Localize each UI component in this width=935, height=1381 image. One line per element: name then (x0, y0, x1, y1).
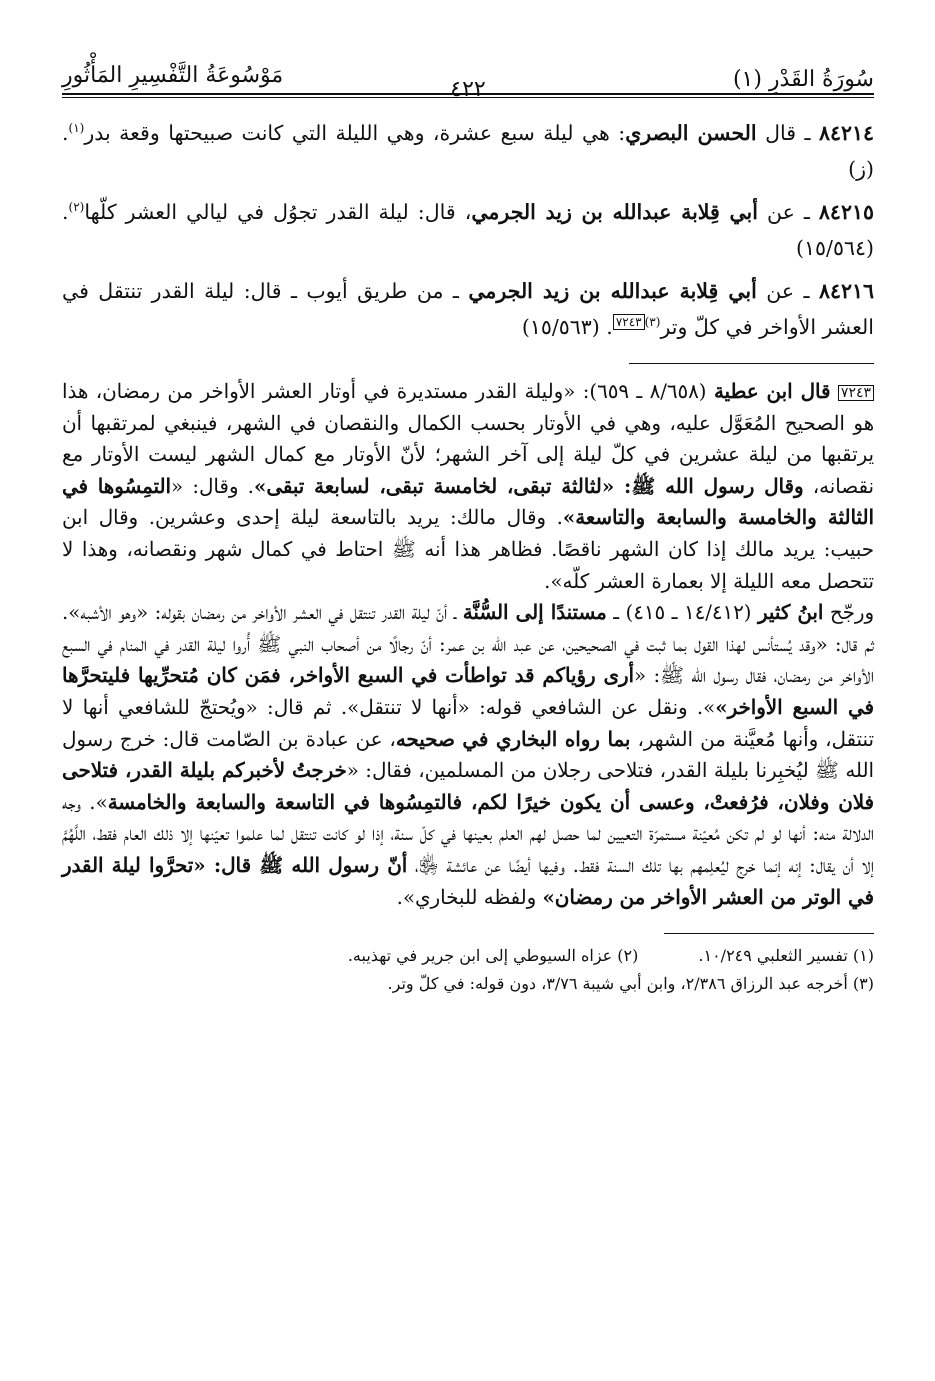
narrator-name: أبي قِلابة عبدالله بن زيد الجرمي (471, 200, 758, 224)
footnote-marker: (٣) (644, 315, 661, 330)
footnote-marker: (١) (68, 121, 85, 136)
narrator-name: أبي قِلابة عبدالله بن زيد الجرمي (468, 279, 757, 303)
footnote: (٢) عزاه السيوطي إلى ابن جرير في تهذيبه. (347, 946, 639, 966)
narration-entry: ٨٤٢١٥ ـ عن أبي قِلابة عبدالله بن زيد الجرمي، قال: ليلة القدر تجوُل في ليالي العشر كلّها$^{(٢)}$. (١٥/٥٦٤) (62, 200, 874, 260)
footnote: (١) تفسير الثعلبي ١٠/٢٤٩. (698, 946, 874, 966)
cross-reference-box: ٧٢٤٣ (613, 314, 645, 330)
narration-entry: ٨٤٢١٤ ـ قال الحسن البصري: هي ليلة سبع عشرة، وهي الليلة التي كانت صبيحتها وقعة بدر$^{(١)}$. (ز) (62, 121, 874, 181)
footnote-row (62, 942, 874, 970)
commentary-separator (629, 363, 874, 364)
entry-number: ٨٤٢١٤ (818, 121, 874, 145)
footnote: (٣) أخرجه عبد الرزاق ٢/٣٨٦، وابن أبي شيبة ٣/٧٦، دون قوله: في كلّ وتر. (387, 974, 874, 994)
running-header (62, 55, 874, 101)
entry-number: ٨٤٢١٥ (818, 200, 874, 224)
narrator-name: الحسن البصري (625, 121, 757, 145)
header-rule (62, 93, 874, 95)
commentary-paragraph: ٧٢٤٣ قال ابن عطية (٨/٦٥٨ ـ ٦٥٩): «وليلة القدر مستديرة في أوتار العشر الأواخر من رمضان، هذا هو الصحيح المُعَوَّل عليه، وهي في الأوتار بحسب الكمال والنقصان في الشهر، فينبغي لمرتقبها أن يرتقبها من ليلة عشرين في كلّ ليلة إلى آخر الشهر؛ لأنّ الأوتار مع كمال الشهر ليست الأوتار مع نقصانه، وقال رسول الله ﷺ: «لثالثة تبقى، لخامسة تبقى، لسابعة تبقى». وقال: «التمِسُوها في الثالثة والخامسة والسابعة والتاسعة». وقال مالك: يريد بالتاسعة ليلة إحدى وعشرين. وقال ابن حبيب: يريد مالك إذا كان الشهر ناقصًا. فظاهر هذا أنه ﷺ احتاط في كمال شهر ونقصانه، وهذا لا تتحصل معه الليلة إلا بعمارة العشر كلّه». (62, 379, 875, 593)
book-title: مَوْسُوعَةُ التَّفْسِيرِ المَأْثُورِ (62, 63, 284, 88)
entry-number: ٨٤٢١٦ (818, 279, 874, 303)
commentary-ref-box: ٧٢٤٣ (838, 385, 874, 401)
surah-title: سُورَةُ القَدْرِ (١) (732, 67, 874, 92)
footnote-separator (664, 933, 874, 934)
narration-entry: ٨٤٢١٦ ـ عن أبي قِلابة عبدالله بن زيد الجرمي ـ من طريق أيوب ـ قال: ليلة القدر تنتقل في العشر الأواخر في كلّ وتر$^{(٣)}$٧٢٤٣. (١٥/٥٦٣) (62, 279, 874, 339)
header-rule-thin (62, 97, 874, 98)
commentary-paragraph: ورجّح ابنُ كثير (١٤/٤١٢ ـ ٤١٥) ـ مستندًا إلى السُّنَّة ـ أنّ ليلة القدر تنتقل في العشر الأواخر من رمضان بقوله: «وهو الأشبه». ثم قال: «وقد يُستأنس لهذا القول بما ثبت في الصحيحين، عن عبد الله بن عمر: أنّ رجالًا من أصحاب النبي ﷺ أُروا ليلة القدر في المنام في السبع الأواخر من رمضان، فقال رسول الله ﷺ: «أرى رؤياكم قد تواطأت في السبع الأواخر، فمَن كان مُتحرِّيها فليتحرَّها في السبع الأواخر»». ونقل عن الشافعي قوله: «أنها لا تنتقل». ثم قال: «ويُحتجّ للشافعي أنها لا تنتقل، وأنها مُعيَّنة من الشهر، بما رواه البخاري في صحيحه، عن عبادة بن الصّامت قال: خرج رسول الله ﷺ ليُخبِرنا بليلة القدر، فتلاحى رجلان من المسلمين، فقال: «خرجتُ لأخبركم بليلة القدر، فتلاحى فلان وفلان، فرُفعتْ، وعسى أن يكون خيرًا لكم، فالتمِسُوها في التاسعة والسابعة والخامسة». وجه الدلالة منه: أنها لو لم تكن مُعيّنة مستمرّة التعيين لما حصل لهم العلم بعينها في كلّ سنة، إذا لو كانت تنتقل لما علموا تعيّنها إلا ذلك العام فقط، اللَّهُمَّ إلا أن يقال: إنه إنما خرج ليُعلِمهم بها تلك السنة فقط. وفيها أيضًا عن عائشة ﵂، أنّ رسول الله ﷺ قال: «تحرَّوا ليلة القدر في الوتر من العشر الأواخر من رمضان» ولفظه للبخاري». (62, 600, 875, 909)
page-number: ٤٢٢ (450, 77, 486, 102)
footnote-marker: (٢) (68, 200, 85, 215)
book-page (62, 55, 874, 998)
